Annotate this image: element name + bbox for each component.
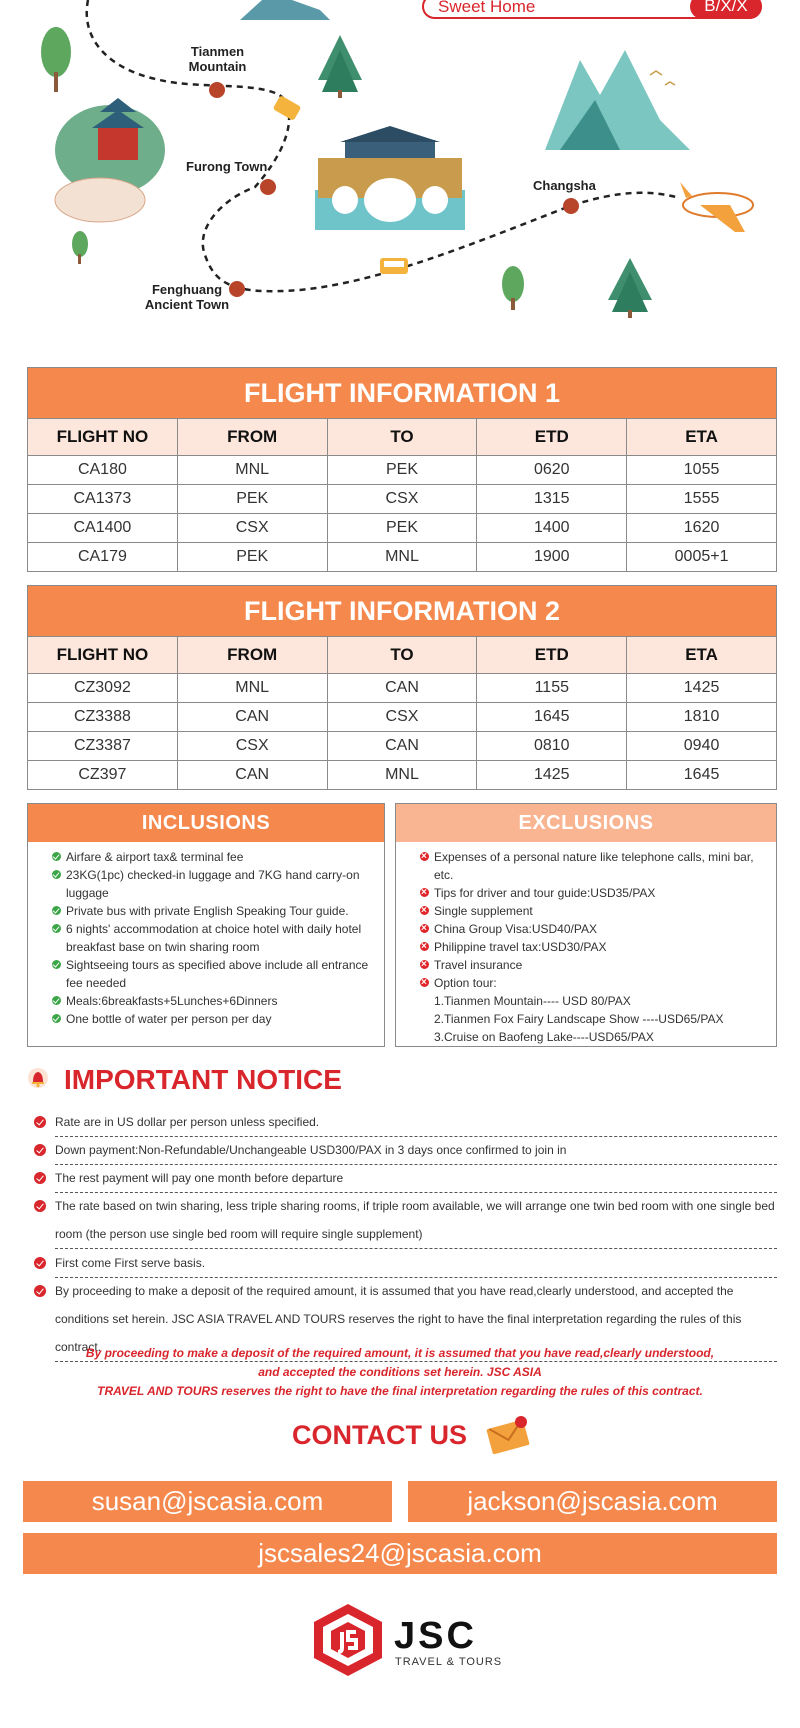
- check-circle-icon: [34, 1200, 46, 1212]
- inclusions-box: [27, 803, 385, 1047]
- mountain-top-illustration: [240, 0, 330, 20]
- table-cell: CSX: [177, 514, 327, 542]
- check-circle-icon: [34, 1144, 46, 1156]
- airplane-illustration: [680, 182, 753, 232]
- table-cell: 0620: [476, 456, 626, 484]
- tree-illustration: [41, 27, 71, 92]
- table-cell: CA180: [77, 461, 127, 478]
- table-cell: CSX: [327, 703, 477, 731]
- place-fenghuang: Fenghuang Ancient Town: [144, 282, 230, 312]
- place-tianmen: Tianmen Mountain: [188, 44, 247, 74]
- table-cell: 1055: [626, 456, 776, 484]
- check-icon: [52, 996, 61, 1005]
- small-tree-illustration: [72, 231, 88, 264]
- header-cell: ETD: [476, 637, 626, 673]
- table-cell: 1315: [476, 485, 626, 513]
- email-sales-link[interactable]: jscsales24@jscasia.com: [23, 1533, 777, 1574]
- pagoda-illustration: [55, 98, 165, 222]
- jsc-logo-mark: [312, 1602, 384, 1678]
- header-cell: ETA: [626, 637, 776, 673]
- list-item: [396, 884, 776, 902]
- bus-illustration: [273, 95, 302, 121]
- list-item-text: Expenses of a personal nature like telephone calls, mini bar, etc.: [434, 850, 754, 882]
- header-cell: TO: [327, 637, 477, 673]
- table-cell: 0005+1: [626, 543, 776, 571]
- place-changsha: Changsha: [533, 178, 596, 193]
- table-row: [28, 702, 776, 731]
- table-cell: PEK: [327, 514, 477, 542]
- notice-item-text: The rest payment will pay one month before departure: [55, 1171, 344, 1185]
- list-item: [28, 902, 384, 920]
- list-item: [28, 866, 384, 902]
- option-item: 1.Tianmen Mountain---- USD 80/PAX: [434, 994, 631, 1008]
- notice-item: [55, 1192, 777, 1249]
- check-icon: [52, 1014, 61, 1023]
- table-cell: 1645: [626, 761, 776, 789]
- table-header-row: [28, 636, 776, 673]
- bus-illustration-2: [380, 258, 408, 274]
- table-cell: CA179: [77, 548, 127, 565]
- table-cell: 1555: [626, 485, 776, 513]
- table-cell: 1645: [476, 703, 626, 731]
- table-row: [28, 542, 776, 571]
- email-jackson-link[interactable]: jackson@jscasia.com: [408, 1481, 777, 1522]
- list-item-text: Meals:6breakfasts+5Lunches+6Dinners: [66, 994, 278, 1008]
- cross-icon: [420, 852, 429, 861]
- table-cell: CSX: [327, 485, 477, 513]
- list-item: [396, 848, 776, 884]
- home-tag: [422, 0, 762, 19]
- list-item-text: Airfare & airport tax& terminal fee: [66, 850, 244, 864]
- table-cell: 1425: [626, 674, 776, 702]
- home-tag-text: Sweet Home: [438, 0, 536, 16]
- check-icon: [52, 852, 61, 861]
- route-map: [0, 0, 800, 340]
- notice-item: [55, 1108, 777, 1137]
- header-cell: ETA: [626, 419, 776, 455]
- option-item: 2.Tianmen Fox Fairy Landscape Show ----USD65/PAX: [434, 1012, 724, 1026]
- bell-icon: [27, 1067, 49, 1089]
- notice-item-text: By proceeding to make a deposit of the required amount, it is assumed that you have read,clearly understood, and accepted the conditions set herein. JSC ASIA TRAVEL AND TOURS reserves the right to have the final interpretation regarding the rules of this contract.: [55, 1284, 742, 1354]
- list-item-text: Tips for driver and tour guide:USD35/PAX: [434, 886, 656, 900]
- list-item: [396, 956, 776, 974]
- envelope-icon: [485, 1414, 533, 1454]
- place-furong: Furong Town: [186, 159, 268, 174]
- logo-tagline: TRAVEL & TOURS: [395, 1656, 503, 1668]
- table-cell: CZ3092: [73, 679, 131, 696]
- list-item: [396, 974, 776, 992]
- table-header-row: [28, 418, 776, 455]
- list-item-text: Private bus with private English Speaking Tour guide.: [66, 904, 349, 918]
- exclusions-box: [395, 803, 777, 1047]
- home-tag-badge: B/X/X: [690, 0, 762, 19]
- header-cell: FLIGHT NO: [56, 427, 149, 446]
- list-item: [28, 956, 384, 992]
- option-item: 3.Cruise on Baofeng Lake----USD65/PAX: [434, 1030, 654, 1044]
- table-cell: CZ3388: [73, 708, 131, 725]
- table-cell: CAN: [177, 703, 327, 731]
- check-circle-icon: [34, 1285, 46, 1297]
- table-cell: CAN: [177, 761, 327, 789]
- table-cell: CA1400: [73, 519, 132, 536]
- table-cell: PEK: [327, 456, 477, 484]
- pine-tree-illustration: [318, 35, 362, 98]
- logo-name: JSC: [394, 1615, 477, 1657]
- table-row: [28, 455, 776, 484]
- table-cell: MNL: [327, 543, 477, 571]
- flight-table-1-title: FLIGHT INFORMATION 1: [28, 368, 776, 418]
- check-icon: [52, 870, 61, 879]
- contact-title: CONTACT US: [292, 1420, 467, 1450]
- header-cell: FROM: [177, 637, 327, 673]
- flight-table-2: [27, 585, 777, 790]
- list-item-text: Travel insurance: [434, 958, 523, 972]
- pine-tree-illustration-2: [608, 258, 652, 318]
- table-row: [28, 673, 776, 702]
- notice-item-text: The rate based on twin sharing, less triple sharing rooms, if triple room available, we will arrange one twin bed room with one single bed room (the person use single bed room will require single supplement): [55, 1199, 775, 1241]
- exclusions-title: EXCLUSIONS: [396, 804, 776, 842]
- stop-tianmen: [209, 82, 225, 98]
- table-cell: PEK: [177, 543, 327, 571]
- table-cell: CAN: [327, 732, 477, 760]
- cross-icon: [420, 960, 429, 969]
- table-cell: 1155: [476, 674, 626, 702]
- table-cell: CA1373: [73, 490, 132, 507]
- list-item-text: One bottle of water per person per day: [66, 1012, 272, 1026]
- disclaimer-line: TRAVEL AND TOURS reserves the right to have the final interpretation regarding the rules of this contract.: [97, 1384, 703, 1398]
- flight-table-2-title: FLIGHT INFORMATION 2: [28, 586, 776, 636]
- disclaimer-line: and accepted the conditions set herein. JSC ASIA: [258, 1365, 542, 1379]
- table-cell: CZ3387: [73, 737, 131, 754]
- list-item-text: China Group Visa:USD40/PAX: [434, 922, 597, 936]
- cross-icon: [420, 942, 429, 951]
- table-cell: MNL: [177, 674, 327, 702]
- stop-furong: [260, 179, 276, 195]
- header-cell: TO: [327, 419, 477, 455]
- table-row: [28, 760, 776, 789]
- bridge-illustration: [315, 126, 465, 230]
- check-icon: [52, 960, 61, 969]
- notice-item-text: First come First serve basis.: [55, 1256, 206, 1270]
- table-cell: 0940: [626, 732, 776, 760]
- cross-icon: [420, 924, 429, 933]
- mountains-illustration: [545, 50, 690, 150]
- list-item: [28, 1010, 384, 1028]
- table-cell: MNL: [327, 761, 477, 789]
- list-item-text: 23KG(1pc) checked-in luggage and 7KG hand carry-on luggage: [66, 868, 360, 900]
- disclaimer-line: By proceeding to make a deposit of the required amount, it is assumed that you have read,clearly understood,: [85, 1346, 715, 1360]
- table-cell: 0810: [476, 732, 626, 760]
- list-item-text: Philippine travel tax:USD30/PAX: [434, 940, 607, 954]
- check-icon: [52, 906, 61, 915]
- check-circle-icon: [34, 1172, 46, 1184]
- table-cell: 1900: [476, 543, 626, 571]
- table-cell: MNL: [177, 456, 327, 484]
- list-item: [396, 920, 776, 938]
- table-cell: 1425: [476, 761, 626, 789]
- notice-item: [55, 1249, 777, 1278]
- list-item-text: 6 nights' accommodation at choice hotel with daily hotel breakfast base on twin sharing room: [66, 922, 362, 954]
- email-susan-link[interactable]: susan@jscasia.com: [23, 1481, 392, 1522]
- route-map-art: [0, 0, 800, 340]
- list-item-text: Sightseeing tours as specified above include all entrance fee needed: [66, 958, 369, 990]
- list-item: [396, 902, 776, 920]
- table-row: [28, 484, 776, 513]
- tree-illustration-2: [502, 266, 524, 310]
- notice-item-text: Down payment:Non-Refundable/Unchangeable USD300/PAX in 3 days once confirmed to join in: [55, 1143, 567, 1157]
- table-cell: 1400: [476, 514, 626, 542]
- list-item: [28, 920, 384, 956]
- table-cell: PEK: [177, 485, 327, 513]
- notice-item: [55, 1164, 777, 1193]
- list-item: [396, 938, 776, 956]
- table-cell: 1810: [626, 703, 776, 731]
- table-cell: CZ397: [78, 766, 127, 783]
- header-cell: FROM: [177, 419, 327, 455]
- table-cell: 1620: [626, 514, 776, 542]
- notice-title: IMPORTANT NOTICE: [64, 1064, 342, 1095]
- table-cell: CAN: [327, 674, 477, 702]
- check-circle-icon: [34, 1116, 46, 1128]
- flight-table-1: [27, 367, 777, 572]
- notice-item: [55, 1136, 777, 1165]
- check-circle-icon: [34, 1257, 46, 1269]
- cross-icon: [420, 888, 429, 897]
- header-cell: FLIGHT NO: [56, 645, 149, 664]
- notice-item-text: Rate are in US dollar per person unless specified.: [55, 1115, 320, 1129]
- cross-icon: [420, 978, 429, 987]
- table-cell: CSX: [177, 732, 327, 760]
- table-row: [28, 513, 776, 542]
- cross-icon: [420, 906, 429, 915]
- list-item-text: Option tour:: [434, 976, 497, 990]
- inclusions-list: [28, 842, 384, 1028]
- list-item: [28, 848, 384, 866]
- stop-changsha: [563, 198, 579, 214]
- inclusions-title: INCLUSIONS: [28, 804, 384, 842]
- header-cell: ETD: [476, 419, 626, 455]
- list-item-text: Single supplement: [434, 904, 533, 918]
- list-item: [28, 992, 384, 1010]
- table-row: [28, 731, 776, 760]
- exclusions-list: [396, 842, 776, 1046]
- check-icon: [52, 924, 61, 933]
